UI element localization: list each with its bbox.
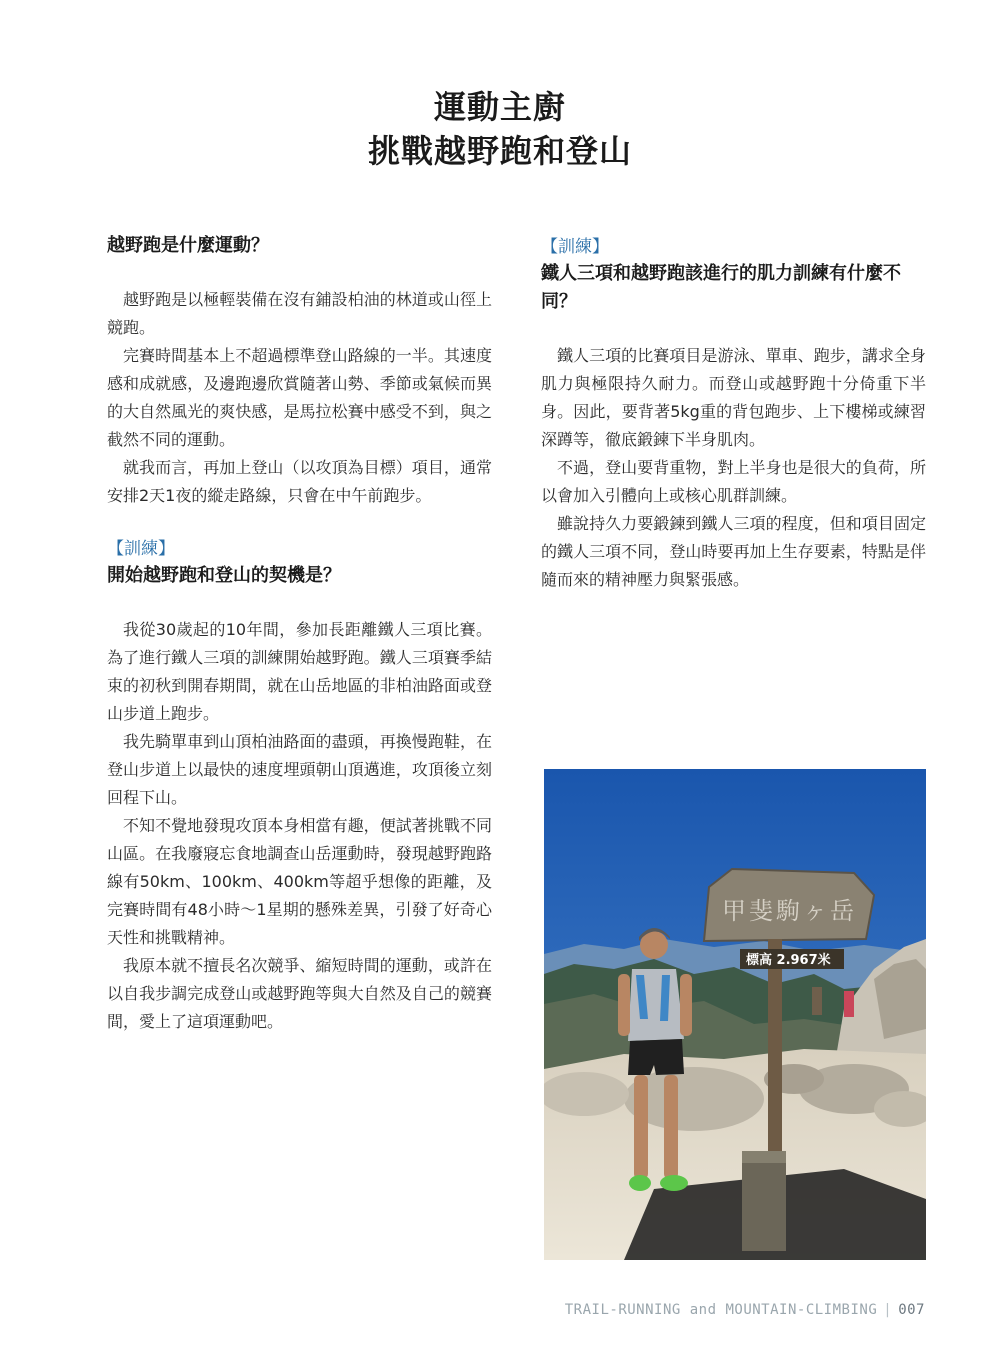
section3-paragraph: 不過，登山要背重物，對上半身也是很大的負荷，所以會加入引體向上或核心肌群訓練。 <box>541 458 926 505</box>
sign-board-script: 甲斐駒ヶ岳 <box>722 897 857 925</box>
running-title: TRAIL-RUNNING and MOUNTAIN-CLIMBING <box>564 1302 878 1318</box>
running-footer <box>565 1302 925 1318</box>
section1-paragraph: 越野跑是以極輕裝備在沒有鋪設柏油的林道或山徑上競跑。 <box>107 290 492 337</box>
section1-paragraph: 就我而言，再加上登山（以攻頂為目標）項目，通常安排2天1夜的縱走路線，只會在中午前跑步。 <box>107 458 492 505</box>
left-column <box>107 232 492 1036</box>
section2-tag: 【訓練】 <box>107 539 175 559</box>
page-number: 007 <box>898 1302 925 1318</box>
runner-leg <box>634 1075 648 1179</box>
section2-heading: 開始越野跑和登山的契機是？ <box>107 565 341 586</box>
summit-photo <box>544 769 926 1260</box>
page-title-line1: 運動主廚 <box>433 88 566 126</box>
runner-shirt <box>628 969 684 1041</box>
sign-plate-text: 標高 2.967米 <box>746 953 831 968</box>
section1-heading: 越野跑是什麼運動？ <box>107 235 269 256</box>
summit-photo-illustration <box>544 769 926 1260</box>
hiker <box>844 991 854 1017</box>
runner-shoe <box>629 1175 651 1191</box>
right-column <box>541 234 926 594</box>
section3-paragraph: 雖說持久力要鍛鍊到鐵人三項的程度，但和項目固定的鐵人三項不同，登山時要再加上生存要素，特點是伴隨而來的精神壓力與緊張感。 <box>541 514 926 589</box>
page-title-line2: 挑戰越野跑和登山 <box>367 132 632 170</box>
runner-arm <box>618 974 630 1036</box>
section3-paragraph: 鐵人三項的比賽項目是游泳、單車、跑步，講求全身肌力與極限持久耐力。而登山或越野跑十分倚重下半身。因此，要背著5kg重的背包跑步、上下樓梯或練習深蹲等，徹底鍛鍊下半身肌肉。 <box>541 346 926 449</box>
section2-paragraph: 不知不覺地發現攻頂本身相當有趣，便試著挑戰不同山區。在我廢寢忘食地調查山岳運動時，發現越野跑路線有50km、100km、400km等超乎想像的距離，及完賽時間有48小時～1星期的懸殊差異，引發了好奇心天性和挑戰精神。 <box>107 816 492 947</box>
runner-shoe <box>660 1175 688 1191</box>
hiker <box>812 987 822 1015</box>
section2-paragraph: 我先騎單車到山頂柏油路面的盡頭，再換慢跑鞋，在登山步道上以最快的速度埋頭朝山頂邁進，攻頂後立刻回程下山。 <box>107 732 492 807</box>
section1-paragraph: 完賽時間基本上不超過標準登山路線的一半。其速度感和成就感，及邊跑邊欣賞隨著山勢、季節或氣候而異的大自然風光的爽快感，是馬拉松賽中感受不到，與之截然不同的運動。 <box>107 346 492 449</box>
stone-marker-top <box>742 1151 786 1163</box>
runner-shorts <box>628 1039 684 1075</box>
section2-paragraph: 我從30歲起的10年間，參加長距離鐵人三項比賽。為了進行鐵人三項的訓練開始越野跑。鐵人三項賽季結束的初秋到開春期間，就在山岳地區的非柏油路面或登山步道上跑步。 <box>107 620 492 723</box>
footer-separator: | <box>883 1302 893 1318</box>
section2-paragraph: 我原本就不擅長名次競爭、縮短時間的運動，或許在以自我步調完成登山或越野跑等與大自然及自己的競賽間，愛上了這項運動吧。 <box>107 956 492 1031</box>
section3-tag: 【訓練】 <box>541 237 609 257</box>
stone-marker <box>742 1151 786 1251</box>
runner-arm <box>680 974 692 1036</box>
section3-heading: 鐵人三項和越野跑該進行的肌力訓練有什麼不同？ <box>541 263 901 312</box>
runner-leg <box>664 1075 678 1179</box>
